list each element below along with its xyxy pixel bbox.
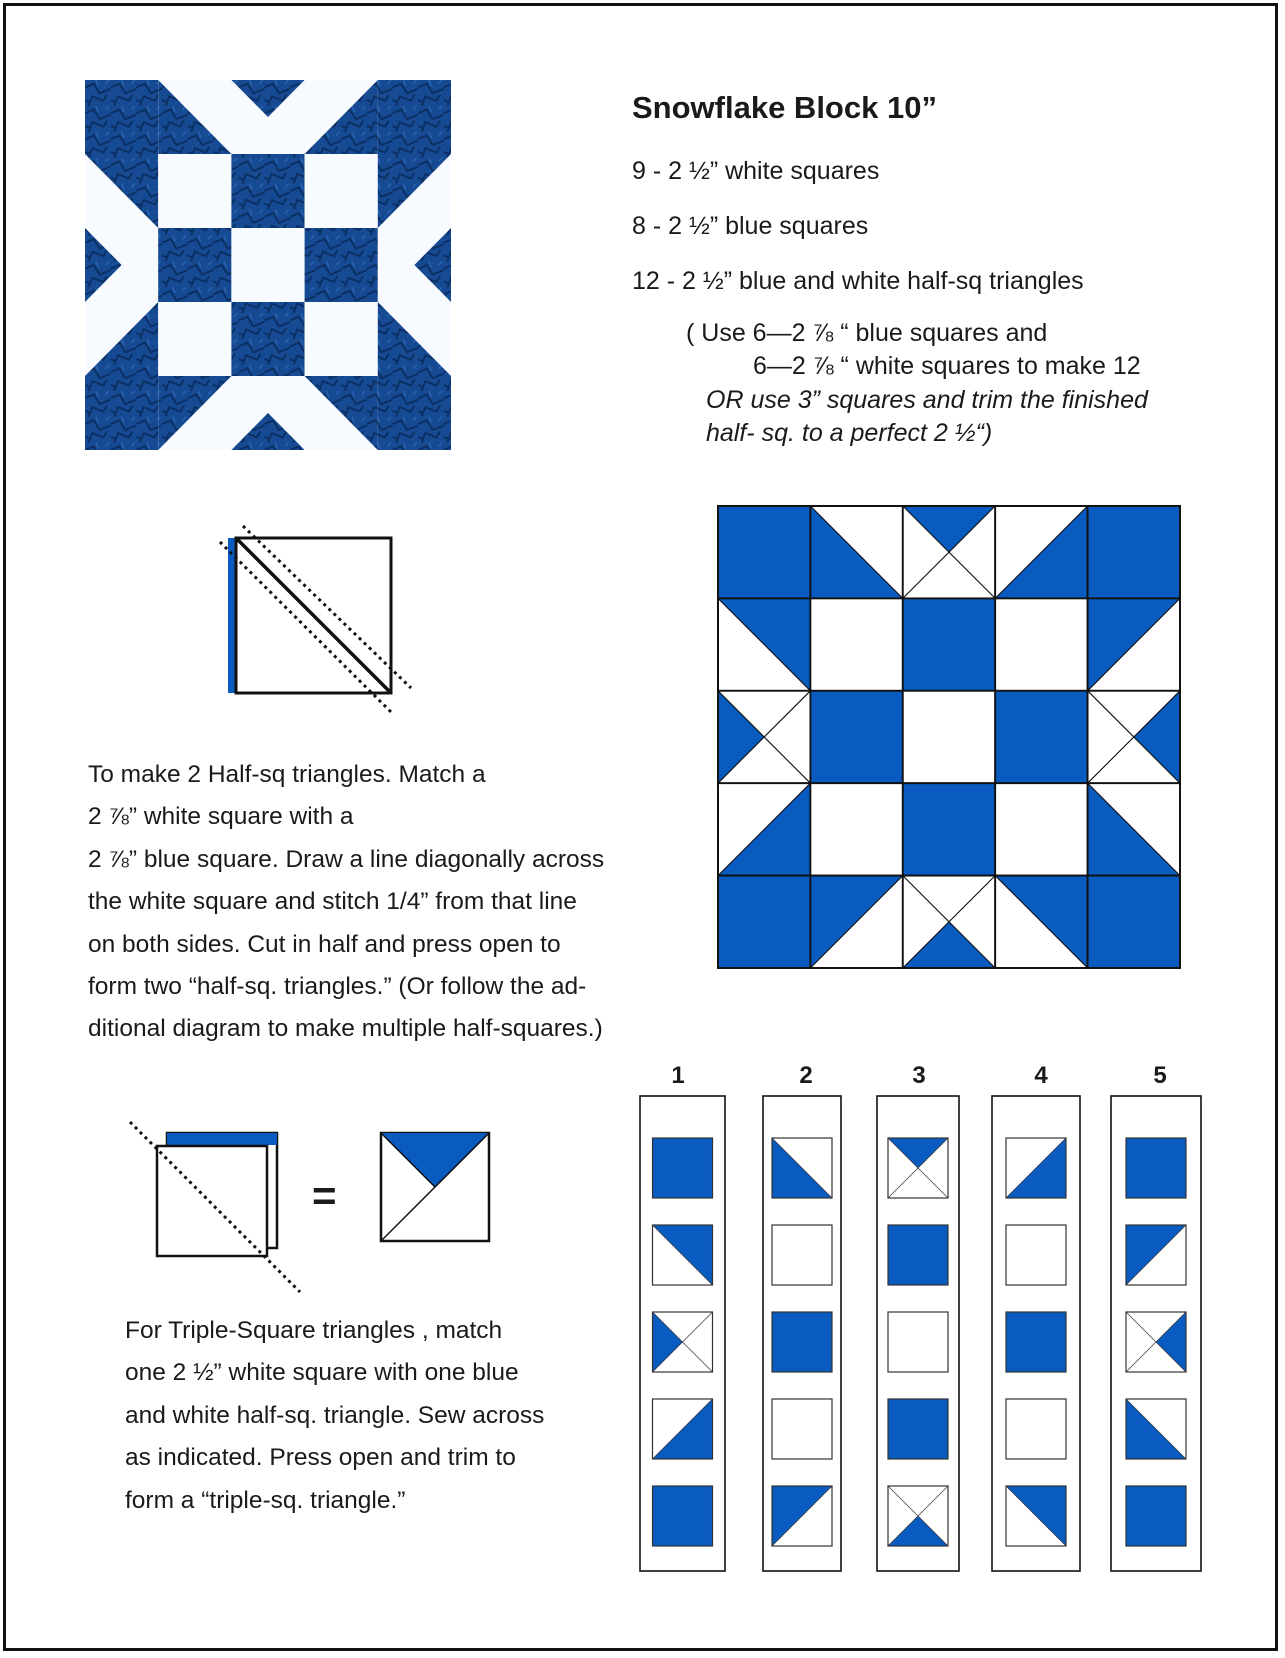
assembly-column [877, 1096, 959, 1571]
column-piece [653, 1486, 713, 1546]
column-piece [772, 1138, 832, 1198]
column-number-4: 4 [1034, 1062, 1048, 1089]
column-piece [772, 1312, 832, 1372]
instruction-line: one 2 ½” white square with one blue [125, 1359, 519, 1387]
column-piece [653, 1312, 713, 1372]
instruction-line: form two “half-sq. triangles.” (Or follow the ad- [88, 973, 587, 1001]
assembly-column [640, 1096, 725, 1571]
column-piece [1126, 1138, 1186, 1198]
column-piece [1006, 1312, 1066, 1372]
column-piece [888, 1138, 948, 1198]
column-piece [888, 1225, 948, 1285]
instruction-line: For Triple-Square triangles , match [125, 1317, 503, 1344]
column-piece [888, 1399, 948, 1459]
page-title: Snowflake Block 10” [632, 90, 937, 125]
column-piece [772, 1399, 832, 1459]
instruction-line: 2 ⅞” blue square. Draw a line diagonally across [88, 845, 605, 873]
column-piece [1006, 1399, 1066, 1459]
requirement-half-sq-triangles: 12 - 2 ½” blue and white half-sq triangles [632, 267, 1084, 295]
column-piece [772, 1225, 832, 1285]
equals-sign: = [312, 1172, 337, 1219]
assembly-column [992, 1096, 1080, 1571]
column-number-2: 2 [799, 1062, 813, 1089]
column-number-3: 3 [912, 1062, 926, 1089]
column-piece [888, 1312, 948, 1372]
requirement-white-squares: 9 - 2 ½” white squares [632, 157, 880, 185]
note-line-4: half- sq. to a perfect 2 ½“) [706, 419, 993, 447]
instruction-line: form a “triple-sq. triangle.” [125, 1486, 406, 1514]
instruction-line: 2 ⅞” white square with a [88, 803, 354, 831]
instruction-line: the white square and stitch 1/4” from that line [88, 888, 577, 916]
instruction-line: ditional diagram to make multiple half-squares.) [88, 1015, 603, 1043]
assembly-column [763, 1096, 841, 1571]
column-piece [1126, 1399, 1186, 1459]
column-piece [653, 1399, 713, 1459]
column-piece [653, 1138, 713, 1198]
requirement-blue-squares: 8 - 2 ½” blue squares [632, 212, 869, 240]
column-number-5: 5 [1153, 1062, 1167, 1089]
column-piece [1126, 1486, 1186, 1546]
column-piece [653, 1225, 713, 1285]
note-line-3: OR use 3” squares and trim the finished [706, 386, 1148, 414]
column-piece [1126, 1312, 1186, 1372]
instruction-line: and white half-sq. triangle. Sew across [125, 1401, 545, 1429]
column-piece [1006, 1225, 1066, 1285]
assembly-column [1111, 1096, 1201, 1571]
column-piece [772, 1486, 832, 1546]
instruction-line: as indicated. Press open and trim to [125, 1444, 516, 1472]
column-piece [888, 1486, 948, 1546]
note-line-2: 6—2 ⅞ “ white squares to make 12 [753, 352, 1141, 380]
note-line-1: ( Use 6—2 ⅞ “ blue squares and [686, 319, 1048, 347]
column-piece [1006, 1138, 1066, 1198]
column-piece [1126, 1225, 1186, 1285]
column-number-1: 1 [671, 1062, 685, 1089]
instruction-line: To make 2 Half-sq triangles. Match a [88, 761, 486, 788]
instruction-line: on both sides. Cut in half and press open to [88, 930, 561, 958]
column-piece [1006, 1486, 1066, 1546]
